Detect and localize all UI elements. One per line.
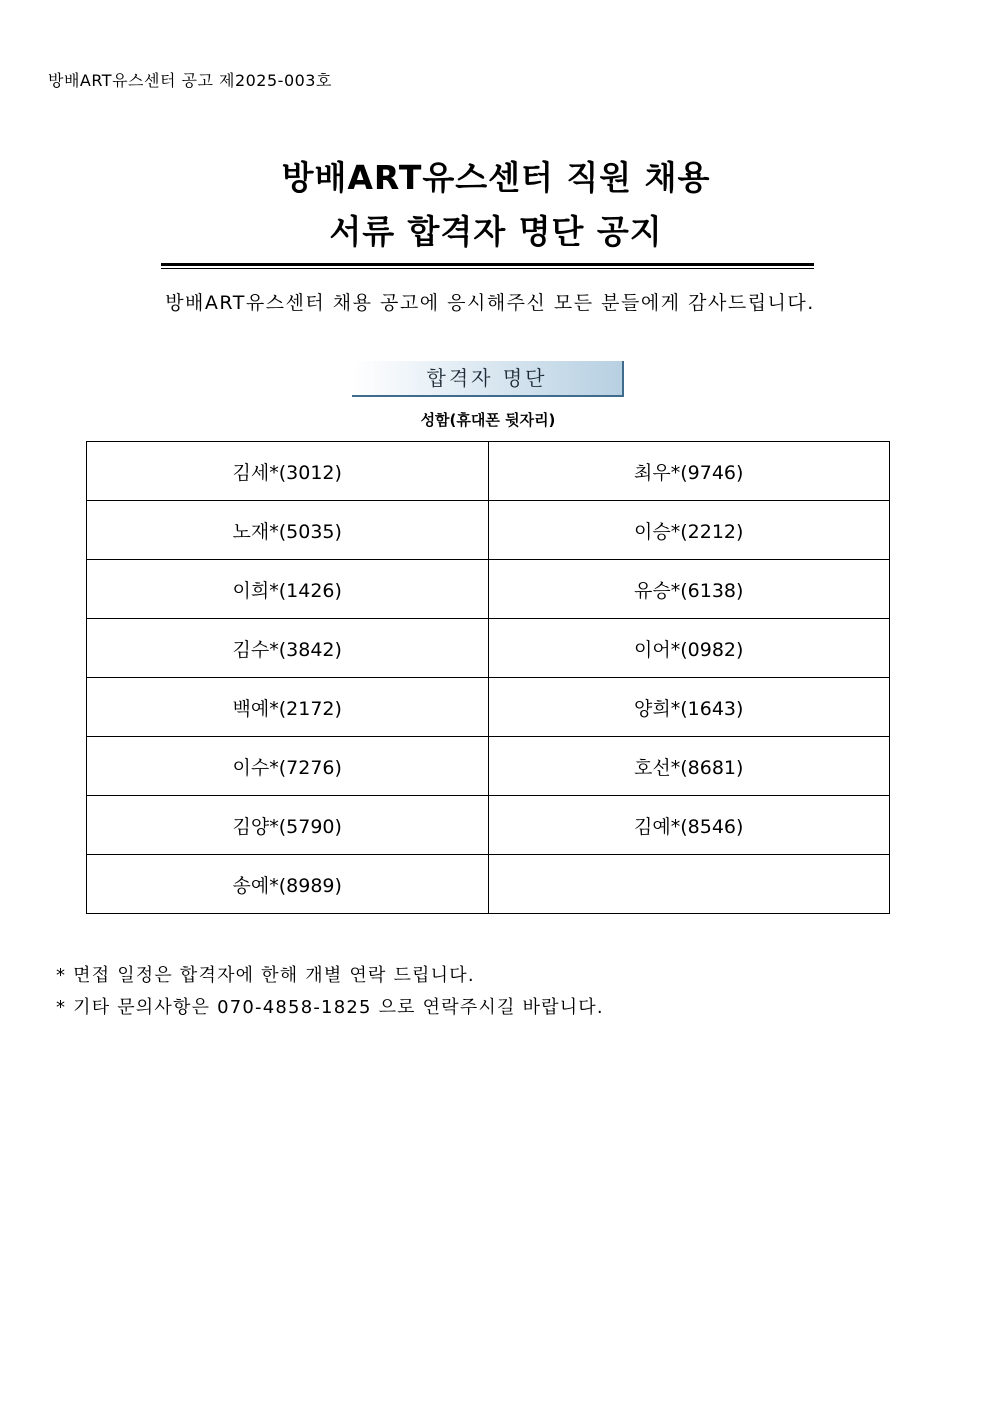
applicant-cell: 이수*(7276) <box>87 737 489 796</box>
table-row <box>87 619 890 678</box>
table-row <box>87 442 890 501</box>
applicant-cell: 유승*(6138) <box>488 560 890 619</box>
applicant-cell: 김수*(3842) <box>87 619 489 678</box>
applicant-cell: 송예*(8989) <box>87 855 489 914</box>
table-row <box>87 501 890 560</box>
applicant-table <box>86 441 890 914</box>
title-line-1: 방배ART유스센터 직원 채용 <box>281 158 711 197</box>
applicant-cell: 김세*(3012) <box>87 442 489 501</box>
table-row <box>87 560 890 619</box>
applicant-cell: 양희*(1643) <box>488 678 890 737</box>
applicant-cell: 호선*(8681) <box>488 737 890 796</box>
column-header: 성함(휴대폰 뒷자리) <box>420 411 556 429</box>
applicant-cell: 백예*(2172) <box>87 678 489 737</box>
title-divider-thick <box>161 263 814 266</box>
empty-cell <box>488 855 890 914</box>
applicant-cell: 이희*(1426) <box>87 560 489 619</box>
table-row <box>87 678 890 737</box>
footnote-interview: * 면접 일정은 합격자에 한해 개별 연락 드립니다. <box>56 965 475 986</box>
applicant-cell: 김양*(5790) <box>87 796 489 855</box>
notice-number: 방배ART유스센터 공고 제2025-003호 <box>48 71 332 90</box>
applicant-cell: 김예*(8546) <box>488 796 890 855</box>
title-divider-thin <box>161 268 814 269</box>
table-row <box>87 855 890 914</box>
applicant-cell: 이승*(2212) <box>488 501 890 560</box>
table-row <box>87 737 890 796</box>
title-line-2: 서류 합격자 명단 공지 <box>329 212 663 251</box>
applicant-cell: 최우*(9746) <box>488 442 890 501</box>
table-row <box>87 796 890 855</box>
footnote-contact: * 기타 문의사항은 070-4858-1825 으로 연락주시길 바랍니다. <box>56 997 604 1018</box>
greeting-text: 방배ART유스센터 채용 공고에 응시해주신 모든 분들에게 감사드립니다. <box>165 292 815 314</box>
applicant-cell: 노재*(5035) <box>87 501 489 560</box>
list-heading-box: 합격자 명단 <box>352 361 624 397</box>
applicant-cell: 이어*(0982) <box>488 619 890 678</box>
